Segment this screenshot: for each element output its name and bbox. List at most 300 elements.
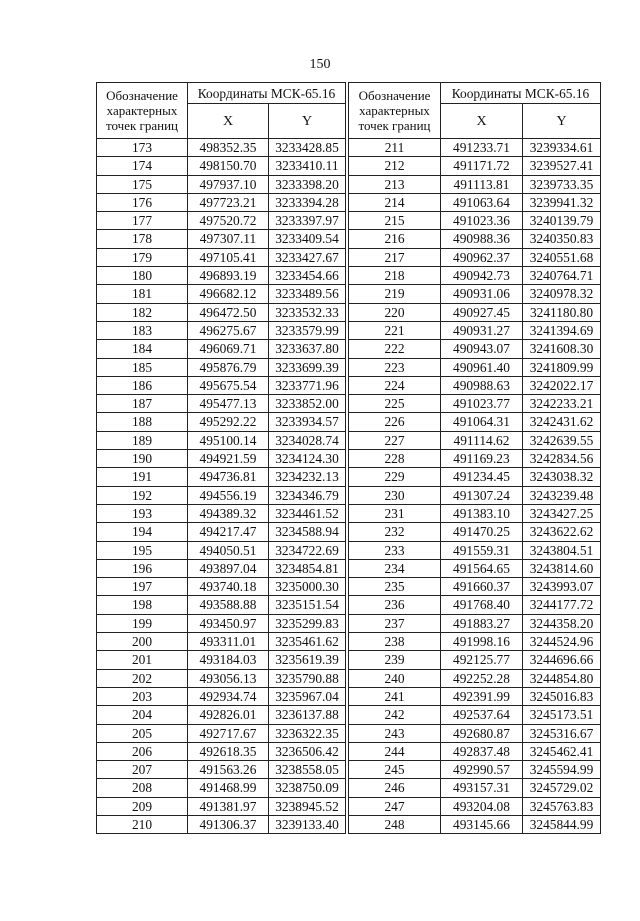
point-number: 245 <box>349 761 441 779</box>
coords-header: Координаты МСК-65.16 <box>441 83 601 104</box>
x-coordinate: 491660.37 <box>441 578 523 596</box>
y-coordinate: 3234124.30 <box>269 450 346 468</box>
header-line: Обозначение <box>106 88 178 103</box>
x-coordinate: 491023.36 <box>441 212 523 230</box>
header-line: характерных <box>106 103 178 118</box>
point-number: 186 <box>97 376 188 394</box>
table-row <box>349 248 601 266</box>
y-coordinate: 3245763.83 <box>523 797 601 815</box>
y-coordinate: 3233398.20 <box>269 175 346 193</box>
table-row <box>349 486 601 504</box>
y-coordinate: 3243038.32 <box>523 468 601 486</box>
point-number: 202 <box>97 669 188 687</box>
coords-header: Координаты МСК-65.16 <box>188 83 346 104</box>
y-coordinate: 3238945.52 <box>269 797 346 815</box>
table-row <box>97 614 346 632</box>
point-number: 246 <box>349 779 441 797</box>
point-number: 213 <box>349 175 441 193</box>
y-coordinate: 3233409.54 <box>269 230 346 248</box>
x-coordinate: 493450.97 <box>188 614 269 632</box>
point-number: 215 <box>349 212 441 230</box>
table-row <box>97 212 346 230</box>
coordinates-table-left <box>96 82 346 834</box>
y-coordinate: 3233579.99 <box>269 321 346 339</box>
x-coordinate: 492717.67 <box>188 724 269 742</box>
x-coordinate: 494921.59 <box>188 450 269 468</box>
x-header: X <box>188 104 269 139</box>
x-coordinate: 494217.47 <box>188 523 269 541</box>
point-number: 239 <box>349 651 441 669</box>
x-coordinate: 493740.18 <box>188 578 269 596</box>
table-row <box>97 376 346 394</box>
y-coordinate: 3245729.02 <box>523 779 601 797</box>
y-coordinate: 3243427.25 <box>523 504 601 522</box>
table-row <box>349 468 601 486</box>
table-row <box>97 157 346 175</box>
y-coordinate: 3235000.30 <box>269 578 346 596</box>
x-coordinate: 495876.79 <box>188 358 269 376</box>
y-coordinate: 3245594.99 <box>523 761 601 779</box>
y-header: Y <box>523 104 601 139</box>
table-row <box>97 651 346 669</box>
table-row <box>349 742 601 760</box>
x-coordinate: 496069.71 <box>188 340 269 358</box>
point-number: 198 <box>97 596 188 614</box>
x-coordinate: 496472.50 <box>188 303 269 321</box>
y-coordinate: 3233454.66 <box>269 267 346 285</box>
table-row <box>97 431 346 449</box>
table-row <box>349 779 601 797</box>
table-row <box>97 541 346 559</box>
point-number: 210 <box>97 815 188 833</box>
point-number: 248 <box>349 815 441 833</box>
x-header: X <box>441 104 523 139</box>
x-coordinate: 497105.41 <box>188 248 269 266</box>
y-coordinate: 3244524.96 <box>523 633 601 651</box>
y-coordinate: 3239133.40 <box>269 815 346 833</box>
x-coordinate: 491171.72 <box>441 157 523 175</box>
table-row <box>97 321 346 339</box>
point-number: 234 <box>349 559 441 577</box>
point-number: 231 <box>349 504 441 522</box>
point-number: 235 <box>349 578 441 596</box>
point-number: 179 <box>97 248 188 266</box>
point-number: 241 <box>349 687 441 705</box>
y-coordinate: 3240551.68 <box>523 248 601 266</box>
table-row <box>349 815 601 833</box>
x-coordinate: 493311.01 <box>188 633 269 651</box>
x-coordinate: 491306.37 <box>188 815 269 833</box>
x-coordinate: 496275.67 <box>188 321 269 339</box>
point-number: 194 <box>97 523 188 541</box>
header-line: Обозначение <box>358 88 431 103</box>
x-coordinate: 492125.77 <box>441 651 523 669</box>
y-coordinate: 3239527.41 <box>523 157 601 175</box>
y-coordinate: 3240978.32 <box>523 285 601 303</box>
point-number: 207 <box>97 761 188 779</box>
y-coordinate: 3233934.57 <box>269 413 346 431</box>
table-row <box>97 724 346 742</box>
point-number: 205 <box>97 724 188 742</box>
y-coordinate: 3233852.00 <box>269 395 346 413</box>
x-coordinate: 493204.08 <box>441 797 523 815</box>
y-coordinate: 3244696.66 <box>523 651 601 669</box>
x-coordinate: 493897.04 <box>188 559 269 577</box>
y-coordinate: 3238558.05 <box>269 761 346 779</box>
x-coordinate: 498352.35 <box>188 139 269 157</box>
table-row <box>97 230 346 248</box>
y-coordinate: 3234232.13 <box>269 468 346 486</box>
y-coordinate: 3239941.32 <box>523 193 601 211</box>
x-coordinate: 492618.35 <box>188 742 269 760</box>
point-number: 173 <box>97 139 188 157</box>
y-coordinate: 3242233.21 <box>523 395 601 413</box>
x-coordinate: 491383.10 <box>441 504 523 522</box>
x-coordinate: 490961.40 <box>441 358 523 376</box>
table-row <box>349 687 601 705</box>
table-row <box>349 395 601 413</box>
table-row <box>97 340 346 358</box>
x-coordinate: 493157.31 <box>441 779 523 797</box>
y-header: Y <box>269 104 346 139</box>
table-row <box>349 614 601 632</box>
y-coordinate: 3234461.52 <box>269 504 346 522</box>
page-number: 150 <box>309 57 331 72</box>
y-coordinate: 3233532.33 <box>269 303 346 321</box>
y-coordinate: 3245316.67 <box>523 724 601 742</box>
x-coordinate: 492537.64 <box>441 706 523 724</box>
table-row <box>97 815 346 833</box>
point-number: 243 <box>349 724 441 742</box>
x-coordinate: 490942.73 <box>441 267 523 285</box>
table-row <box>349 633 601 651</box>
point-number: 176 <box>97 193 188 211</box>
x-coordinate: 491564.65 <box>441 559 523 577</box>
x-coordinate: 493184.03 <box>188 651 269 669</box>
y-coordinate: 3235461.62 <box>269 633 346 651</box>
x-coordinate: 491114.62 <box>441 431 523 449</box>
y-coordinate: 3244177.72 <box>523 596 601 614</box>
point-number: 193 <box>97 504 188 522</box>
table-row <box>349 724 601 742</box>
x-coordinate: 491064.31 <box>441 413 523 431</box>
point-number: 184 <box>97 340 188 358</box>
y-coordinate: 3243239.48 <box>523 486 601 504</box>
x-coordinate: 490931.06 <box>441 285 523 303</box>
table-row <box>97 596 346 614</box>
y-coordinate: 3239733.35 <box>523 175 601 193</box>
table-row <box>97 450 346 468</box>
x-coordinate: 491768.40 <box>441 596 523 614</box>
table-row <box>97 779 346 797</box>
x-coordinate: 492934.74 <box>188 687 269 705</box>
point-number: 247 <box>349 797 441 815</box>
point-number: 203 <box>97 687 188 705</box>
point-number: 209 <box>97 797 188 815</box>
table-row <box>349 267 601 285</box>
x-coordinate: 491233.71 <box>441 139 523 157</box>
point-number: 223 <box>349 358 441 376</box>
table-body <box>97 139 346 834</box>
y-coordinate: 3233394.28 <box>269 193 346 211</box>
table-row <box>97 285 346 303</box>
point-number: 229 <box>349 468 441 486</box>
x-coordinate: 494050.51 <box>188 541 269 559</box>
y-coordinate: 3235967.04 <box>269 687 346 705</box>
x-coordinate: 490988.63 <box>441 376 523 394</box>
header-line: точек границ <box>358 118 431 133</box>
point-number: 190 <box>97 450 188 468</box>
y-coordinate: 3245173.51 <box>523 706 601 724</box>
table-row <box>349 450 601 468</box>
point-number: 189 <box>97 431 188 449</box>
table-row <box>97 504 346 522</box>
point-number: 180 <box>97 267 188 285</box>
y-coordinate: 3233428.85 <box>269 139 346 157</box>
table-row <box>349 578 601 596</box>
x-coordinate: 490931.27 <box>441 321 523 339</box>
x-coordinate: 491307.24 <box>441 486 523 504</box>
point-number: 204 <box>97 706 188 724</box>
x-coordinate: 491468.99 <box>188 779 269 797</box>
x-coordinate: 492837.48 <box>441 742 523 760</box>
y-coordinate: 3243993.07 <box>523 578 601 596</box>
y-coordinate: 3241809.99 <box>523 358 601 376</box>
point-number: 192 <box>97 486 188 504</box>
x-coordinate: 495675.54 <box>188 376 269 394</box>
table-row <box>349 340 601 358</box>
y-coordinate: 3235299.83 <box>269 614 346 632</box>
point-number: 188 <box>97 413 188 431</box>
point-number: 217 <box>349 248 441 266</box>
table-row <box>97 248 346 266</box>
point-number: 232 <box>349 523 441 541</box>
point-label-header <box>97 83 188 139</box>
y-coordinate: 3236322.35 <box>269 724 346 742</box>
table-row <box>97 267 346 285</box>
x-coordinate: 493145.66 <box>441 815 523 833</box>
y-coordinate: 3242834.56 <box>523 450 601 468</box>
point-number: 183 <box>97 321 188 339</box>
x-coordinate: 497307.11 <box>188 230 269 248</box>
y-coordinate: 3241394.69 <box>523 321 601 339</box>
point-number: 242 <box>349 706 441 724</box>
x-coordinate: 494736.81 <box>188 468 269 486</box>
y-coordinate: 3233427.67 <box>269 248 346 266</box>
x-coordinate: 491113.81 <box>441 175 523 193</box>
y-coordinate: 3234588.94 <box>269 523 346 541</box>
table-row <box>97 303 346 321</box>
y-coordinate: 3245016.83 <box>523 687 601 705</box>
table-row <box>97 669 346 687</box>
table-row <box>97 395 346 413</box>
table-row <box>97 633 346 651</box>
x-coordinate: 493588.88 <box>188 596 269 614</box>
x-coordinate: 492252.28 <box>441 669 523 687</box>
point-number: 218 <box>349 267 441 285</box>
table-row <box>97 175 346 193</box>
x-coordinate: 495100.14 <box>188 431 269 449</box>
table-row <box>97 742 346 760</box>
point-number: 201 <box>97 651 188 669</box>
point-number: 219 <box>349 285 441 303</box>
y-coordinate: 3238750.09 <box>269 779 346 797</box>
point-number: 221 <box>349 321 441 339</box>
y-coordinate: 3236137.88 <box>269 706 346 724</box>
point-number: 200 <box>97 633 188 651</box>
table-row <box>349 651 601 669</box>
y-coordinate: 3233397.97 <box>269 212 346 230</box>
header-line: точек границ <box>105 118 179 133</box>
y-coordinate: 3241180.80 <box>523 303 601 321</box>
table-row <box>349 559 601 577</box>
y-coordinate: 3233410.11 <box>269 157 346 175</box>
table-row <box>97 139 346 157</box>
point-number: 195 <box>97 541 188 559</box>
point-number: 228 <box>349 450 441 468</box>
point-number: 238 <box>349 633 441 651</box>
point-number: 199 <box>97 614 188 632</box>
x-coordinate: 495477.13 <box>188 395 269 413</box>
y-coordinate: 3244358.20 <box>523 614 601 632</box>
y-coordinate: 3240139.79 <box>523 212 601 230</box>
x-coordinate: 497520.72 <box>188 212 269 230</box>
table-row <box>97 578 346 596</box>
point-number: 227 <box>349 431 441 449</box>
point-number: 236 <box>349 596 441 614</box>
table-row <box>349 706 601 724</box>
x-coordinate: 491023.77 <box>441 395 523 413</box>
x-coordinate: 491559.31 <box>441 541 523 559</box>
point-number: 244 <box>349 742 441 760</box>
table-body <box>349 139 601 834</box>
table-row <box>349 761 601 779</box>
x-coordinate: 494556.19 <box>188 486 269 504</box>
coordinates-table-right <box>348 82 601 834</box>
table-row <box>349 193 601 211</box>
table-row <box>349 797 601 815</box>
x-coordinate: 497937.10 <box>188 175 269 193</box>
y-coordinate: 3242431.62 <box>523 413 601 431</box>
x-coordinate: 491998.16 <box>441 633 523 651</box>
y-coordinate: 3243804.51 <box>523 541 601 559</box>
y-coordinate: 3235151.54 <box>269 596 346 614</box>
table-row <box>97 413 346 431</box>
y-coordinate: 3239334.61 <box>523 139 601 157</box>
y-coordinate: 3236506.42 <box>269 742 346 760</box>
table-row <box>97 797 346 815</box>
point-number: 211 <box>349 139 441 157</box>
x-coordinate: 491063.64 <box>441 193 523 211</box>
y-coordinate: 3234028.74 <box>269 431 346 449</box>
y-coordinate: 3243622.62 <box>523 523 601 541</box>
table-row <box>97 559 346 577</box>
y-coordinate: 3235619.39 <box>269 651 346 669</box>
y-coordinate: 3233699.39 <box>269 358 346 376</box>
x-coordinate: 496893.19 <box>188 267 269 285</box>
table-row <box>349 175 601 193</box>
x-coordinate: 492826.01 <box>188 706 269 724</box>
point-number: 224 <box>349 376 441 394</box>
x-coordinate: 490927.45 <box>441 303 523 321</box>
table-row <box>349 413 601 431</box>
table-row <box>349 321 601 339</box>
table-row <box>97 193 346 211</box>
point-number: 196 <box>97 559 188 577</box>
header-line: характерных <box>359 103 430 118</box>
x-coordinate: 491563.26 <box>188 761 269 779</box>
point-number: 226 <box>349 413 441 431</box>
y-coordinate: 3234854.81 <box>269 559 346 577</box>
table-row <box>97 706 346 724</box>
table-row <box>349 596 601 614</box>
table-row <box>349 376 601 394</box>
x-coordinate: 491381.97 <box>188 797 269 815</box>
point-number: 222 <box>349 340 441 358</box>
x-coordinate: 495292.22 <box>188 413 269 431</box>
point-number: 178 <box>97 230 188 248</box>
x-coordinate: 493056.13 <box>188 669 269 687</box>
point-number: 181 <box>97 285 188 303</box>
x-coordinate: 492990.57 <box>441 761 523 779</box>
point-number: 187 <box>97 395 188 413</box>
point-number: 182 <box>97 303 188 321</box>
y-coordinate: 3240764.71 <box>523 267 601 285</box>
table-row <box>349 303 601 321</box>
point-number: 216 <box>349 230 441 248</box>
table-row <box>97 486 346 504</box>
table-row <box>349 431 601 449</box>
x-coordinate: 490962.37 <box>441 248 523 266</box>
x-coordinate: 490988.36 <box>441 230 523 248</box>
table-row <box>349 230 601 248</box>
table-row <box>349 285 601 303</box>
x-coordinate: 492391.99 <box>441 687 523 705</box>
table-row <box>349 523 601 541</box>
point-number: 220 <box>349 303 441 321</box>
y-coordinate: 3241608.30 <box>523 340 601 358</box>
y-coordinate: 3244854.80 <box>523 669 601 687</box>
y-coordinate: 3242639.55 <box>523 431 601 449</box>
y-coordinate: 3233489.56 <box>269 285 346 303</box>
y-coordinate: 3234346.79 <box>269 486 346 504</box>
point-number: 191 <box>97 468 188 486</box>
point-number: 197 <box>97 578 188 596</box>
table-row <box>97 761 346 779</box>
point-number: 175 <box>97 175 188 193</box>
y-coordinate: 3233637.80 <box>269 340 346 358</box>
y-coordinate: 3243814.60 <box>523 559 601 577</box>
point-number: 225 <box>349 395 441 413</box>
table-row <box>349 669 601 687</box>
y-coordinate: 3245462.41 <box>523 742 601 760</box>
x-coordinate: 494389.32 <box>188 504 269 522</box>
y-coordinate: 3240350.83 <box>523 230 601 248</box>
table-row <box>349 139 601 157</box>
table-row <box>349 504 601 522</box>
table-row <box>97 523 346 541</box>
y-coordinate: 3234722.69 <box>269 541 346 559</box>
table-row <box>97 358 346 376</box>
x-coordinate: 490943.07 <box>441 340 523 358</box>
x-coordinate: 491169.23 <box>441 450 523 468</box>
point-label-header <box>349 83 441 139</box>
point-number: 230 <box>349 486 441 504</box>
table-row <box>349 541 601 559</box>
point-number: 174 <box>97 157 188 175</box>
table-row <box>349 358 601 376</box>
x-coordinate: 491470.25 <box>441 523 523 541</box>
